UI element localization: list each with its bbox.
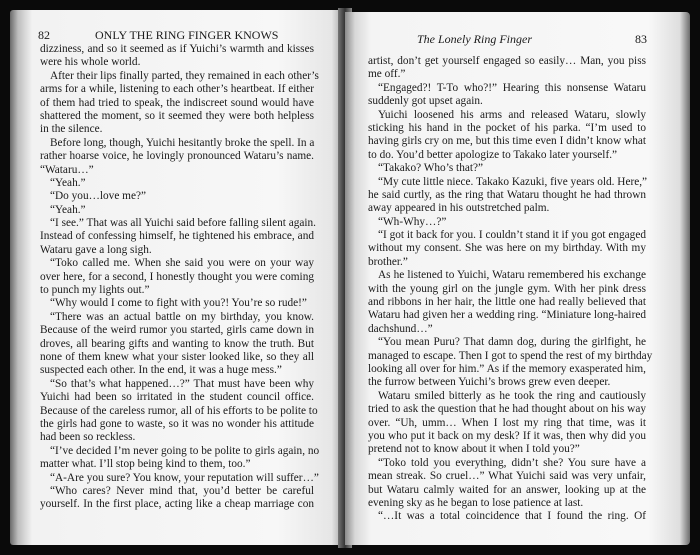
text-line: were his whole world. xyxy=(40,56,141,69)
text-line: looking all over for him.” As if the memory exasperated him, xyxy=(368,362,646,375)
text-line: Yuichi had been so irritated in the student council office. xyxy=(40,391,314,404)
text-line: yourself. In the first place, acting like a cheap marriage con xyxy=(40,498,314,511)
page-number: 83 xyxy=(635,32,647,46)
text-line: and ribbons in her hair, the little one had really believed that xyxy=(368,296,646,309)
paragraph xyxy=(368,390,646,457)
paragraph xyxy=(40,69,319,137)
text-line: none of them knew what your sister looked like, so they all xyxy=(40,350,314,363)
text-line: “Toko told you everything, didn’t she? You sure have a xyxy=(378,456,646,469)
text-line: sticking his hand in the pocket of his parka. “I’m used to xyxy=(368,121,646,134)
paragraph xyxy=(40,204,314,217)
text-line: the furrow between Yuichi’s brows grew even deeper. xyxy=(368,376,611,389)
text-line: to punch my lights out.” xyxy=(40,284,150,297)
text-line: Wataru had given her a wedding ring. “Miniature long-haired xyxy=(368,309,646,322)
running-head: ONLY THE RING FINGER KNOWS xyxy=(95,28,279,42)
paragraph xyxy=(40,43,314,70)
page-body xyxy=(368,55,653,524)
paragraph xyxy=(40,297,314,310)
paragraph xyxy=(368,510,646,523)
text-line: to do. You’d better apologize to Takako later yourself.” xyxy=(368,148,618,161)
page-body xyxy=(40,43,320,512)
text-line: Instead of confessing himself, he tightened his embrace, and xyxy=(40,230,314,243)
text-line: Because of the weird rumor you started, girls came down in xyxy=(40,324,314,337)
text-line: Wataru gave a long sigh. xyxy=(40,243,152,256)
text-line: “Do you…love me?” xyxy=(50,190,146,203)
text-line: pretend not to know about it when I told you?” xyxy=(368,443,580,456)
text-line: away appeared in his outstretched palm. xyxy=(368,202,550,215)
paragraph xyxy=(40,137,314,177)
page-number: 82 xyxy=(38,28,50,42)
text-line: Wataru smiled bitterly as he took the ring and cautiously xyxy=(378,389,646,402)
left-page xyxy=(10,10,345,545)
text-line: “…It was a total coincidence that I found the ring. Of xyxy=(378,510,646,523)
text-line: of them had tried to speak, the indiscreet sound would have xyxy=(40,96,314,109)
text-line: me off.” xyxy=(368,68,406,81)
paragraph xyxy=(368,55,646,82)
paragraph xyxy=(40,190,314,203)
text-line: having girls cry on me, but this time even I didn’t know what xyxy=(368,135,646,148)
paragraph xyxy=(40,485,314,512)
running-head: The Lonely Ring Finger xyxy=(417,32,532,46)
text-line: Yuichi loosened his arms and released Wataru, slowly xyxy=(378,108,646,121)
paragraph xyxy=(40,377,318,445)
paragraph xyxy=(368,176,646,216)
text-line: artist, don’t get yourself engaged so easily… Man, you piss xyxy=(368,55,646,67)
text-line: “Yeah.” xyxy=(50,203,86,216)
paragraph xyxy=(368,109,646,163)
text-line: As he listened to Yuichi, Wataru remembered his exchange xyxy=(378,269,646,282)
text-line: “I got it back for you. I couldn’t stand it if you got engaged xyxy=(378,229,646,242)
text-line: “Who cares? Never mind that, you’d better be careful xyxy=(50,484,314,497)
paragraph xyxy=(368,229,646,269)
text-line: over. “Uh, umm… When I lost my ring that time, was it xyxy=(368,416,646,429)
text-line: “Wataru…” xyxy=(40,163,94,176)
text-line: Because of the careless rumor, all of his efforts to be polite to xyxy=(40,404,318,417)
text-line: “Wh-Why…?” xyxy=(378,215,447,228)
paragraph xyxy=(40,257,314,297)
text-line: “I see.” That was all Yuichi said before falling silent again. xyxy=(50,217,317,230)
text-line: shattered the moment, so it seemed they were both helpless xyxy=(40,109,314,122)
text-line: you who put it back on my desk? If it was, then why did you xyxy=(368,429,646,442)
paragraph xyxy=(40,444,320,472)
paragraph xyxy=(40,217,317,257)
paragraph xyxy=(368,269,646,336)
text-line: rather hoarse voice, he lovingly pronounced Wataru’s name. xyxy=(40,150,314,163)
paragraph xyxy=(368,457,646,511)
text-line: in the silence. xyxy=(40,123,103,136)
text-line: brother.” xyxy=(368,255,408,268)
text-line: without my consent. She was here on my birthday. With my xyxy=(368,242,646,255)
text-line: had been so reckless. xyxy=(40,431,136,444)
paragraph xyxy=(368,162,646,175)
text-line: with the young girl on the jungle gym. With her pink dress xyxy=(368,282,646,295)
text-line: the girls had gone to waste, so it was no wonder his attitude xyxy=(40,417,314,430)
text-line: suddenly got upset again. xyxy=(368,95,483,108)
text-line: suspected each other. In the end, it was a huge mess.” xyxy=(40,364,282,377)
paragraph xyxy=(368,216,646,229)
text-line: “You mean Puru? That damn dog, during the girlfight, he xyxy=(378,336,646,349)
paragraph xyxy=(40,471,319,485)
text-line: After their lips finally parted, they remained in each other’s xyxy=(50,69,319,82)
text-line: evening sky as he began to lose patience at last. xyxy=(368,496,584,509)
paragraph xyxy=(40,311,314,378)
text-line: dachshund…” xyxy=(368,322,433,335)
paragraph xyxy=(368,82,646,109)
text-line: “Yeah.” xyxy=(50,176,86,189)
text-line: “My cute little niece. Takako Kazuki, five years old. Here,” xyxy=(378,175,648,188)
text-line: “Toko called me. When she said you were on your way xyxy=(50,257,314,270)
text-line: mean streak. So cruel…” What Yuichi said was very unfair, xyxy=(368,470,646,483)
text-line: “I’ve decided I’m never going to be polite to girls again, no xyxy=(50,444,320,457)
paragraph xyxy=(368,336,653,390)
text-line: “Takako? Who’s that?” xyxy=(378,162,484,175)
text-line: “Engaged?! T-To who?!” Hearing this nonsense Wataru xyxy=(378,81,646,94)
text-line: Before long, though, Yuichi hesitantly broke the spell. In a xyxy=(50,136,315,149)
text-line: dizziness, and so it seemed as if Yuichi’s warmth and kisses xyxy=(40,43,314,55)
paragraph xyxy=(40,177,314,190)
text-line: “Why would I come to fight with you?! You’re so rude!” xyxy=(50,297,307,310)
text-line: matter what. I’ll stop being kind to them, too.” xyxy=(40,458,251,471)
text-line: tried to ask the question that he had thought about on his way xyxy=(368,403,646,416)
text-line: managed to escape. Then I got to spend the rest of my birthday xyxy=(368,349,653,362)
text-line: he said curtly, as the ring that Wataru thought he had thrown xyxy=(368,188,646,201)
right-page xyxy=(345,12,690,545)
text-line: but Wataru calmly waited for an answer, looking up at the xyxy=(368,483,646,496)
text-line: “There was an actual battle on my birthday, you know. xyxy=(50,310,314,323)
text-line: over here, for a second, I honestly thought you were coming xyxy=(40,270,314,283)
text-line: droves, all bearing gifts and wanting to know the truth. But xyxy=(40,337,314,350)
text-line: “So that’s what happened…?” That must have been why xyxy=(50,377,314,390)
text-line: arms for a while, listening to each other’s heartbeat. If either xyxy=(40,83,314,96)
text-line: “A-Are you sure? You know, your reputation will suffer…” xyxy=(50,471,319,484)
